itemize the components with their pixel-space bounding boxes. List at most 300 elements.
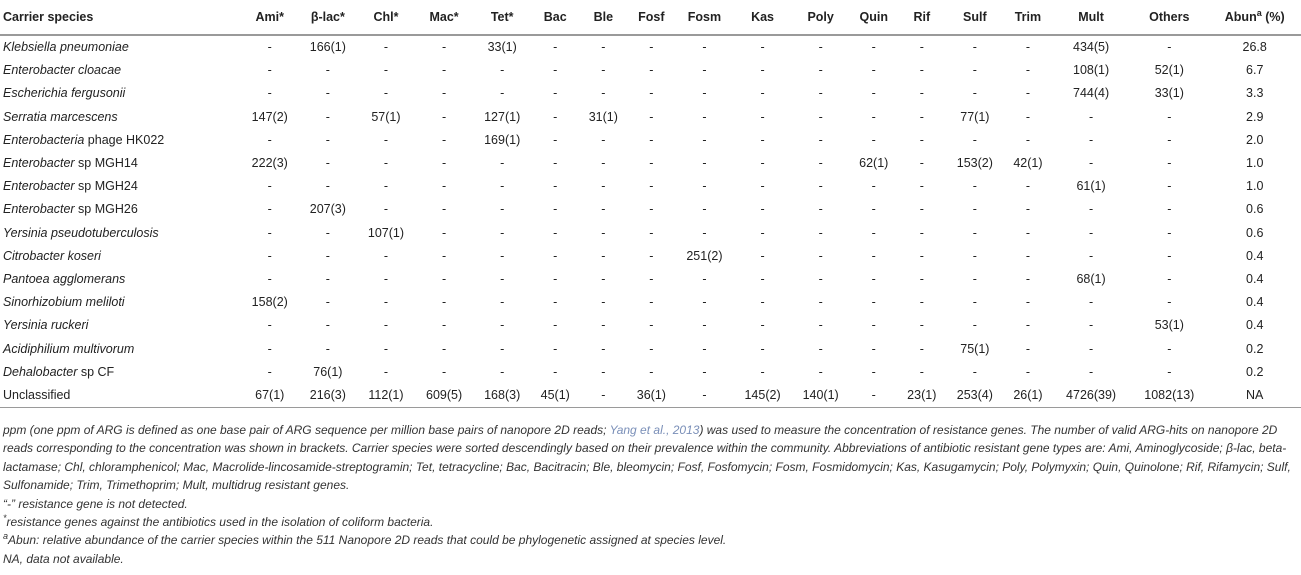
value-cell: - <box>919 225 924 240</box>
value-cell: - <box>871 318 876 333</box>
value-cell: - <box>601 156 606 171</box>
value-cell: - <box>919 248 924 263</box>
value-cell: - <box>649 86 654 101</box>
value-cell: - <box>871 40 876 55</box>
value-cell: - <box>601 341 606 356</box>
value-cell: - <box>601 179 606 194</box>
footnote-ppm: ppm (one ppm of ARG is defined as one base pair of ARG sequence per million base pairs of nanopore 2D reads; Yang et al., 2013) was used to measure the concentration of resistance genes. The number of valid ARG-hits on nanopore 2D reads corresponding to the concentration was shown in brackets. Carrier species were sorted descendingly based on their prevalence within the community. Abbreviations of antibiotic resistant gene types are: Ami, Aminoglycoside; β-lac, beta-lactamase; Chl, chloramphenicol; Mac, Macrolide-lincosamide-streptogramin; Tet, tetracycline; Bac, Bacitracin; Ble, bleomycin; Fosf, Fosfomycin; Fosm, Fosmidomycin; Kas, Kasugamycin; Poly, Polymyxin; Quin, Quinolone; Rif, Rifamycin; Sulf, Sulfonamide; Trim, Trimethoprim; Mult, multidrug resistant genes. <box>3 423 1291 493</box>
value-cell: - <box>553 179 558 194</box>
value-cell: - <box>972 40 977 55</box>
footnote-dash: “-” resistance gene is not detected. <box>3 496 188 511</box>
value-cell: - <box>383 248 389 263</box>
value-cell: - <box>919 40 924 55</box>
value-cell: 36(1) <box>627 384 675 408</box>
value-cell: - <box>267 364 272 379</box>
value-cell: - <box>871 225 876 240</box>
value-cell: 112(1) <box>357 384 415 408</box>
value-cell: - <box>325 179 330 194</box>
value-cell: - <box>1088 109 1094 124</box>
species-cell: Klebsiella pneumoniae <box>3 40 129 55</box>
col-header: Quin <box>850 0 898 35</box>
value-cell: - <box>1088 318 1094 333</box>
value-cell: - <box>383 202 389 217</box>
value-cell: - <box>702 364 707 379</box>
value-cell: - <box>383 271 389 286</box>
value-cell: - <box>972 295 977 310</box>
value-cell: - <box>325 318 330 333</box>
value-cell: - <box>818 179 823 194</box>
value-cell: - <box>553 341 558 356</box>
species-cell: Escherichia fergusonii <box>3 86 126 101</box>
table-row <box>0 35 1301 59</box>
value-cell: 33(1) <box>1154 86 1184 101</box>
col-header: β-lac* <box>299 0 357 35</box>
species-cell: Pantoea agglomerans <box>3 271 126 286</box>
value-cell: - <box>441 86 447 101</box>
col-header: Others <box>1130 0 1208 35</box>
value-cell: - <box>649 318 654 333</box>
value-cell: - <box>649 248 654 263</box>
value-cell: - <box>919 364 924 379</box>
value-cell: - <box>325 63 330 78</box>
species-cell: Enterobacter sp MGH24 <box>3 179 138 194</box>
abun-cell: 0.4 <box>1246 318 1264 333</box>
value-cell: - <box>1025 179 1031 194</box>
footnote-abun: $^a$Abun: relative abundance of the carrier species within the 511 Nanopore 2D reads that could be phylogenetic assigned at species level. <box>3 531 727 548</box>
value-cell: - <box>441 179 447 194</box>
abun-cell: 2.0 <box>1246 132 1264 147</box>
value-cell: - <box>871 179 876 194</box>
value-cell: - <box>1167 132 1172 147</box>
value-cell: 67(1) <box>241 384 299 408</box>
value-cell: - <box>267 225 272 240</box>
species-cell: Sinorhizobium meliloti <box>3 295 125 310</box>
value-cell: - <box>441 156 447 171</box>
value-cell: - <box>818 341 823 356</box>
value-cell: - <box>1167 202 1172 217</box>
value-cell: - <box>649 295 654 310</box>
value-cell: - <box>325 225 330 240</box>
value-cell: - <box>383 295 389 310</box>
value-cell: - <box>702 341 707 356</box>
value-cell: - <box>1088 132 1094 147</box>
col-header: Poly <box>792 0 850 35</box>
value-cell: - <box>441 132 447 147</box>
table-row <box>0 82 1301 105</box>
value-cell: - <box>760 295 765 310</box>
species-cell: Yersinia ruckeri <box>3 318 89 333</box>
value-cell: 434(5) <box>1073 40 1110 55</box>
value-cell: - <box>1025 109 1031 124</box>
value-cell: - <box>972 248 977 263</box>
value-cell: - <box>760 225 765 240</box>
value-cell: - <box>919 109 924 124</box>
abun-cell: 26.8 <box>1242 40 1267 55</box>
value-cell: 207(3) <box>309 202 346 217</box>
value-cell: - <box>601 364 606 379</box>
value-cell: - <box>919 156 924 171</box>
value-cell: - <box>325 156 330 171</box>
value-cell: - <box>441 341 447 356</box>
value-cell: - <box>1025 86 1031 101</box>
value-cell: - <box>818 364 823 379</box>
value-cell: - <box>441 40 447 55</box>
value-cell: - <box>1088 295 1094 310</box>
value-cell: 75(1) <box>960 341 990 356</box>
value-cell: - <box>500 364 505 379</box>
value-cell: - <box>383 156 389 171</box>
value-cell: - <box>383 364 389 379</box>
value-cell: - <box>871 109 876 124</box>
value-cell: - <box>500 156 505 171</box>
value-cell: - <box>267 179 272 194</box>
value-cell: 4726(39) <box>1052 384 1130 408</box>
value-cell: - <box>553 86 558 101</box>
value-cell: - <box>267 86 272 101</box>
value-cell: 169(1) <box>484 132 521 147</box>
value-cell: 108(1) <box>1073 63 1110 78</box>
table-row <box>0 314 1301 337</box>
abun-cell: 2.9 <box>1246 109 1264 124</box>
value-cell: - <box>1088 202 1094 217</box>
col-header-abun: Abun$^a$ (%) <box>1208 0 1301 35</box>
abun-cell: 3.3 <box>1246 86 1264 101</box>
value-cell: - <box>871 341 876 356</box>
value-cell: - <box>919 295 924 310</box>
value-cell: - <box>760 40 765 55</box>
abun-cell: 0.2 <box>1246 364 1264 379</box>
table-row <box>0 384 1301 408</box>
table-row <box>0 337 1301 360</box>
value-cell: 168(3) <box>473 384 531 408</box>
value-cell: - <box>441 225 447 240</box>
value-cell: 77(1) <box>960 109 990 124</box>
value-cell: 52(1) <box>1154 63 1184 78</box>
table-row <box>0 291 1301 314</box>
value-cell: - <box>553 248 558 263</box>
value-cell: - <box>441 202 447 217</box>
value-cell: - <box>818 40 823 55</box>
value-cell: 158(2) <box>251 295 288 310</box>
species-cell: Yersinia pseudotuberculosis <box>3 225 159 240</box>
value-cell: - <box>649 271 654 286</box>
value-cell: - <box>649 132 654 147</box>
value-cell: - <box>1025 132 1031 147</box>
value-cell: - <box>553 318 558 333</box>
value-cell: - <box>325 248 330 263</box>
value-cell: - <box>1167 109 1172 124</box>
value-cell: - <box>383 341 389 356</box>
value-cell: 62(1) <box>859 156 889 171</box>
value-cell: - <box>871 63 876 78</box>
value-cell: - <box>760 364 765 379</box>
value-cell: - <box>972 364 977 379</box>
value-cell: - <box>760 179 765 194</box>
col-header: Tet* <box>473 0 531 35</box>
value-cell: - <box>871 271 876 286</box>
value-cell: 68(1) <box>1076 271 1106 286</box>
value-cell: 57(1) <box>371 109 401 124</box>
col-header: Bac <box>531 0 579 35</box>
value-cell: - <box>553 364 558 379</box>
value-cell: - <box>649 156 654 171</box>
value-cell: 140(1) <box>792 384 850 408</box>
value-cell: - <box>601 271 606 286</box>
value-cell: - <box>702 318 707 333</box>
abun-cell: 0.6 <box>1246 225 1264 240</box>
value-cell: - <box>1167 225 1172 240</box>
value-cell: - <box>383 40 389 55</box>
value-cell: - <box>1025 225 1031 240</box>
col-header-species: Carrier species <box>0 0 241 35</box>
value-cell: 166(1) <box>309 40 346 55</box>
value-cell: - <box>267 341 272 356</box>
value-cell: 609(5) <box>415 384 473 408</box>
value-cell: - <box>267 248 272 263</box>
value-cell: 33(1) <box>487 40 517 55</box>
value-cell: - <box>1167 40 1172 55</box>
value-cell: - <box>919 132 924 147</box>
value-cell: - <box>267 63 272 78</box>
abun-cell: 6.7 <box>1246 63 1264 78</box>
value-cell: - <box>818 202 823 217</box>
col-header: Chl* <box>357 0 415 35</box>
value-cell: - <box>1025 202 1031 217</box>
value-cell: - <box>500 179 505 194</box>
value-cell: - <box>972 271 977 286</box>
value-cell: - <box>760 132 765 147</box>
value-cell: - <box>818 318 823 333</box>
value-cell: - <box>383 179 389 194</box>
value-cell: - <box>919 271 924 286</box>
value-cell: - <box>818 271 823 286</box>
value-cell: - <box>871 248 876 263</box>
value-cell: - <box>871 132 876 147</box>
col-header: Ami* <box>241 0 299 35</box>
table-row <box>0 59 1301 82</box>
abun-cell: 1.0 <box>1246 179 1264 194</box>
value-cell: - <box>500 202 505 217</box>
species-cell: Enterobacter sp MGH14 <box>3 156 138 171</box>
value-cell: - <box>649 179 654 194</box>
table-row <box>0 268 1301 291</box>
value-cell: 107(1) <box>367 225 405 240</box>
col-header: Mult <box>1052 0 1130 35</box>
col-header: Kas <box>733 0 791 35</box>
value-cell: - <box>702 225 707 240</box>
value-cell: - <box>601 63 606 78</box>
value-cell: - <box>972 86 977 101</box>
value-cell: - <box>972 63 977 78</box>
value-cell: - <box>383 132 389 147</box>
value-cell: 26(1) <box>1004 384 1052 408</box>
value-cell: - <box>702 202 707 217</box>
value-cell: - <box>972 225 977 240</box>
value-cell: - <box>1167 271 1172 286</box>
value-cell: - <box>919 86 924 101</box>
table-row <box>0 129 1301 152</box>
abun-cell: 0.4 <box>1246 248 1264 263</box>
value-cell: - <box>441 318 447 333</box>
table-row <box>0 245 1301 268</box>
value-cell: - <box>553 156 558 171</box>
value-cell: - <box>601 225 606 240</box>
value-cell: - <box>871 364 876 379</box>
value-cell: - <box>601 295 606 310</box>
value-cell: - <box>325 132 330 147</box>
value-cell: 42(1) <box>1013 156 1043 171</box>
table-row <box>0 152 1301 175</box>
value-cell: 53(1) <box>1154 318 1184 333</box>
species-cell: Enterobacter sp MGH26 <box>3 202 138 217</box>
value-cell: - <box>500 318 505 333</box>
value-cell: - <box>649 202 654 217</box>
value-cell: - <box>267 318 272 333</box>
value-cell: - <box>441 63 447 78</box>
species-cell: Unclassified <box>0 384 241 408</box>
value-cell: - <box>553 295 558 310</box>
value-cell: - <box>675 384 733 408</box>
value-cell: - <box>1025 271 1031 286</box>
value-cell: - <box>383 86 389 101</box>
value-cell: - <box>702 40 707 55</box>
value-cell: - <box>760 109 765 124</box>
abun-cell: 0.4 <box>1246 295 1264 310</box>
value-cell: - <box>1025 248 1031 263</box>
footnote-star: *resistance genes against the antibiotics used in the isolation of coliform bacteria. <box>3 513 434 530</box>
value-cell: - <box>818 225 823 240</box>
species-cell: Acidiphilium multivorum <box>3 341 135 356</box>
value-cell: - <box>818 295 823 310</box>
header-row <box>0 0 1301 35</box>
value-cell: - <box>500 225 505 240</box>
table-header <box>0 0 1301 35</box>
value-cell: - <box>871 86 876 101</box>
value-cell: - <box>601 248 606 263</box>
species-cell: Dehalobacter sp CF <box>3 364 115 379</box>
species-cell: Enterobacteria phage HK022 <box>3 132 165 147</box>
value-cell: - <box>267 132 272 147</box>
value-cell: - <box>760 341 765 356</box>
value-cell: - <box>1088 341 1094 356</box>
value-cell: - <box>760 63 765 78</box>
value-cell: 744(4) <box>1073 86 1110 101</box>
value-cell: - <box>760 271 765 286</box>
value-cell: - <box>500 271 505 286</box>
value-cell: - <box>325 341 330 356</box>
value-cell: - <box>1088 225 1094 240</box>
value-cell: 76(1) <box>313 364 343 379</box>
value-cell: - <box>383 63 389 78</box>
footnote-na: NA, data not available. <box>3 551 124 566</box>
value-cell: - <box>553 109 558 124</box>
value-cell: - <box>919 63 924 78</box>
value-cell: - <box>500 86 505 101</box>
value-cell: - <box>972 179 977 194</box>
value-cell: - <box>553 225 558 240</box>
species-cell: Enterobacter cloacae <box>3 63 122 78</box>
table-row <box>0 361 1301 384</box>
value-cell: - <box>500 295 505 310</box>
value-cell: - <box>919 179 924 194</box>
value-cell: - <box>919 202 924 217</box>
abun-cell: 0.4 <box>1246 271 1264 286</box>
value-cell: - <box>702 179 707 194</box>
value-cell: - <box>325 271 330 286</box>
table-row <box>0 222 1301 245</box>
value-cell: - <box>1167 248 1172 263</box>
value-cell: - <box>441 295 447 310</box>
value-cell: - <box>919 341 924 356</box>
value-cell: - <box>818 156 823 171</box>
value-cell: - <box>500 341 505 356</box>
value-cell: - <box>649 341 654 356</box>
value-cell: - <box>1167 179 1172 194</box>
value-cell: - <box>553 40 558 55</box>
value-cell: 31(1) <box>588 109 618 124</box>
value-cell: 1082(13) <box>1130 384 1208 408</box>
value-cell: - <box>601 86 606 101</box>
value-cell: - <box>760 248 765 263</box>
value-cell: - <box>760 86 765 101</box>
value-cell: - <box>325 295 330 310</box>
value-cell: - <box>649 40 654 55</box>
value-cell: 251(2) <box>686 248 723 263</box>
abun-cell: 0.6 <box>1246 202 1264 217</box>
value-cell: - <box>702 271 707 286</box>
value-cell: - <box>553 63 558 78</box>
value-cell: - <box>267 202 272 217</box>
value-cell: - <box>702 156 707 171</box>
value-cell: - <box>1025 341 1031 356</box>
citation-link[interactable]: Yang et al., 2013 <box>609 423 700 437</box>
value-cell: - <box>818 63 823 78</box>
value-cell: - <box>702 63 707 78</box>
value-cell: - <box>267 271 272 286</box>
value-cell: - <box>601 318 606 333</box>
value-cell: - <box>919 318 924 333</box>
value-cell: - <box>1088 156 1094 171</box>
value-cell: 145(2) <box>733 384 791 408</box>
value-cell: - <box>649 63 654 78</box>
value-cell: - <box>1167 295 1172 310</box>
table-row <box>0 175 1301 198</box>
value-cell: - <box>325 109 330 124</box>
value-cell: - <box>1025 364 1031 379</box>
abun-cell: 1.0 <box>1246 156 1264 171</box>
value-cell: - <box>553 271 558 286</box>
col-header: Sulf <box>946 0 1004 35</box>
table-footnotes <box>3 421 1298 568</box>
table-row <box>0 198 1301 221</box>
value-cell: - <box>383 318 389 333</box>
value-cell: - <box>818 109 823 124</box>
value-cell: - <box>972 132 977 147</box>
value-cell: - <box>441 109 447 124</box>
value-cell: - <box>702 295 707 310</box>
value-cell: - <box>1025 295 1031 310</box>
value-cell: - <box>871 202 876 217</box>
value-cell: - <box>1167 364 1172 379</box>
value-cell: - <box>1025 318 1031 333</box>
value-cell: - <box>702 109 707 124</box>
value-cell: 61(1) <box>1076 179 1106 194</box>
value-cell: - <box>1088 364 1094 379</box>
species-cell: Serratia marcescens <box>3 109 118 124</box>
value-cell: 45(1) <box>531 384 579 408</box>
value-cell: - <box>1088 248 1094 263</box>
species-cell: Citrobacter koseri <box>3 248 101 263</box>
